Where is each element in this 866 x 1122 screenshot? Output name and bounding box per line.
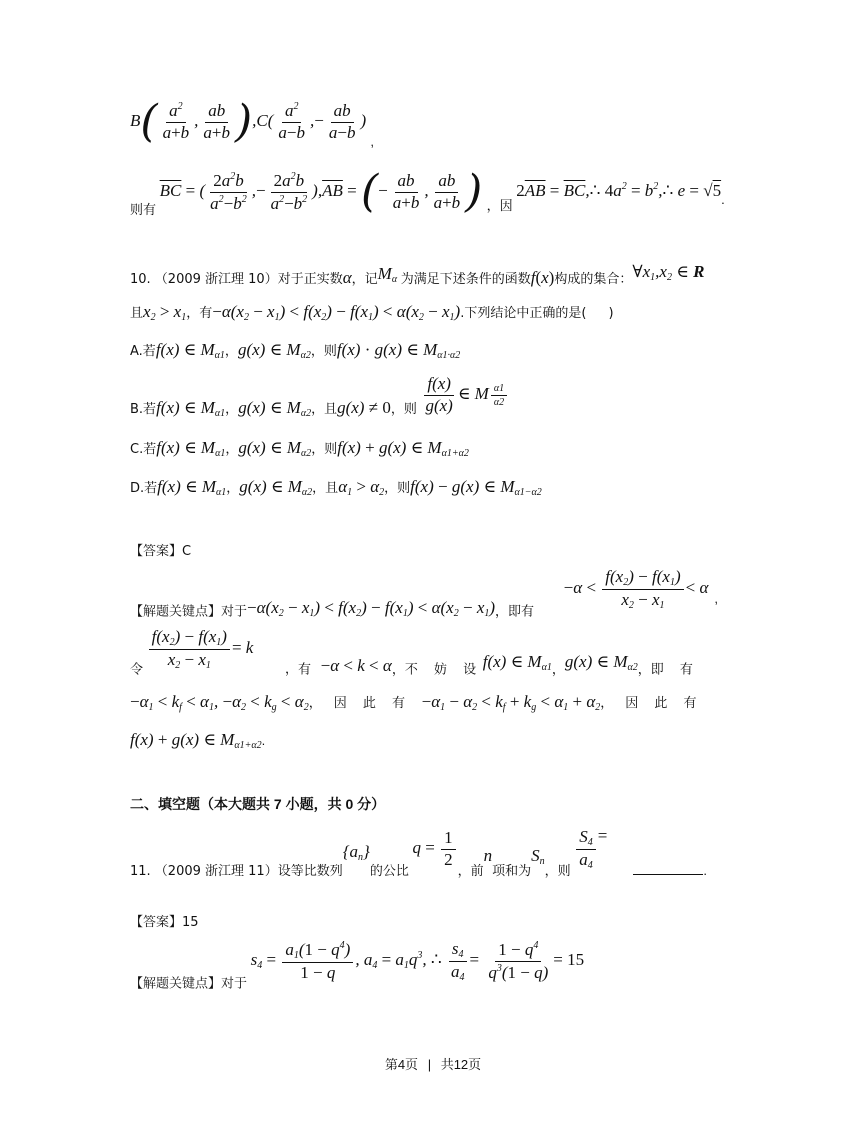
footer-separator: | <box>427 1057 432 1072</box>
q10-key-line3: $-\alpha_1 < k_f < \alpha_1$, $-\alpha_2 < k_g < \alpha_2$， 因 此 有 $-\alpha_1 - \alpha_2 < k_f + k_g < \alpha_1 + \alpha_2$， 因 此 有 <box>130 692 700 713</box>
q10-stem-line2: 且$x_2 > x_1$，有$-\alpha(x_2 - x_1) < f(x_2) - f(x_1) < \alpha(x_2 - x_1)$.下列结论中正确的是( ) <box>130 302 614 323</box>
q10-option-a: A.若f(x) ∈ $M_{\alpha 1}$，g(x) ∈ $M_{\alpha 2}$，则f(x) · g(x) ∈ $M_{\alpha 1\cdot\alpha 2}$ <box>130 340 461 361</box>
math-vectors: $\overline{BC}$ = ( $\frac{2a^2b}{a^2-b^2}$ ,− $\frac{2a^2b}{a^2-b^2}$ )$,\overline{AB}$ = (− $\frac{ab}{a+b}$ , $\frac{ab}{a+b}$ ) <box>159 166 483 217</box>
math-point-b-c: B( $\frac{a^2}{a+b}$ , $\frac{ab}{a+b}$ ),C( $\frac{a^2}{a-b}$ ,− $\frac{ab}{a-b}$ ) <box>130 96 371 147</box>
prev-points-line: B( $\frac{a^2}{a+b}$ , $\frac{ab}{a+b}$ ),C( $\frac{a^2}{a-b}$ ,− $\frac{ab}{a-b}$ ) , <box>130 96 374 149</box>
q10-key-line2: 令 $\frac{f(x_2) - f(x_1)}{x_2 - x_1}$ = k ，有 −α < k < α，不 妨 设 f(x) ∈ $M_{\alpha 1}$，g(x) ∈ $M_{\alpha 2}$，即 有 <box>130 627 696 678</box>
q10-key-line1: 【解题关键点】对于$-\alpha(x_2 - x_1) < f(x_2) - f(x_1) < \alpha(x_2 - x_1)$，即有 −α < $\frac{f(x_2) - f(x_1)}{x_2 - x_1}$ < α, <box>130 567 719 620</box>
because-label: 因 <box>499 198 513 214</box>
q11-key: 【解题关键点】对于 $s_4$ = $\frac{a_1(1 - q^4)}{1 - q}$ , $a_4 = a_1q^3$, ∴ $\frac{s_4}{a_4}$ = $\frac{1 - q^4}{q^3(1 - q)}$ = 15 <box>130 939 585 992</box>
q10-option-b: B.若f(x) ∈ $M_{\alpha 1}$，g(x) ∈ $M_{\alpha 2}$，且g(x) ≠ 0，则 $\frac{f(x)}{g(x)}$ ∈ M $\frac{\alpha 1}{\alpha 2}$ <box>130 375 509 419</box>
q10-option-d: D.若f(x) ∈ $M_{\alpha 1}$，g(x) ∈ $M_{\alpha 2}$，且$\alpha_1 > \alpha_2$，则f(x) − g(x) ∈ $M_{\alpha 1-\alpha 2}$ <box>130 477 542 498</box>
q11-answer: 【答案】15 <box>130 915 199 930</box>
q10-stem-line1: 10. （2009 浙江理 10）对于正实数α，记$M_\alpha$ 为满足下述条件的函数f(x)构成的集合：$\forall x_1,x_2$ ∈ R <box>130 262 705 287</box>
page-footer <box>0 1054 866 1073</box>
prev-vectors-line: 则有 $\overline{BC}$ = ( $\frac{2a^2b}{a^2-b^2}$ ,− $\frac{2a^2b}{a^2-b^2}$ )$,\overline{AB}$ = (− $\frac{ab}{a+b}$ , $\frac{ab}{a+b}$ ) ，因 $2\overline{AB}$ = $\overline{BC},\therefore$ $4a^2$ = $b^2,\therefore$ e = √5. <box>130 166 725 218</box>
q10-stem-prefix: 10. （2009 浙江理 10）对于正实数 <box>130 272 343 287</box>
math-conclusion: $2\overline{AB}$ = $\overline{BC},\therefore$ $4a^2$ = $b^2,\therefore$ e = √5 <box>516 180 722 200</box>
q11-stem: 11. （2009 浙江理 11）设等比数列$\{a_n\}$的公比 q = $\frac{1}{2}$ ，前n项和为$S_n$，则 $\frac{S_4}{a_4}$ =. <box>130 826 707 879</box>
q11-answer-blank[interactable] <box>633 874 703 875</box>
page-total: 共12页 <box>440 1057 482 1072</box>
q10-answer: 【答案】C <box>130 544 192 559</box>
section-title-fill-in: 二、填空题（本大题共 7 小题，共 0 分） <box>130 796 386 812</box>
then-label: 则有 <box>130 202 157 218</box>
q10-key-line4: f(x) + g(x) ∈ $M_{\alpha 1+\alpha 2}$. <box>130 730 266 751</box>
q10-option-c: C.若f(x) ∈ $M_{\alpha 1}$，g(x) ∈ $M_{\alpha 2}$，则f(x) + g(x) ∈ $M_{\alpha 1+\alpha 2}$ <box>130 438 469 459</box>
page-number: 第4页 <box>384 1057 419 1072</box>
